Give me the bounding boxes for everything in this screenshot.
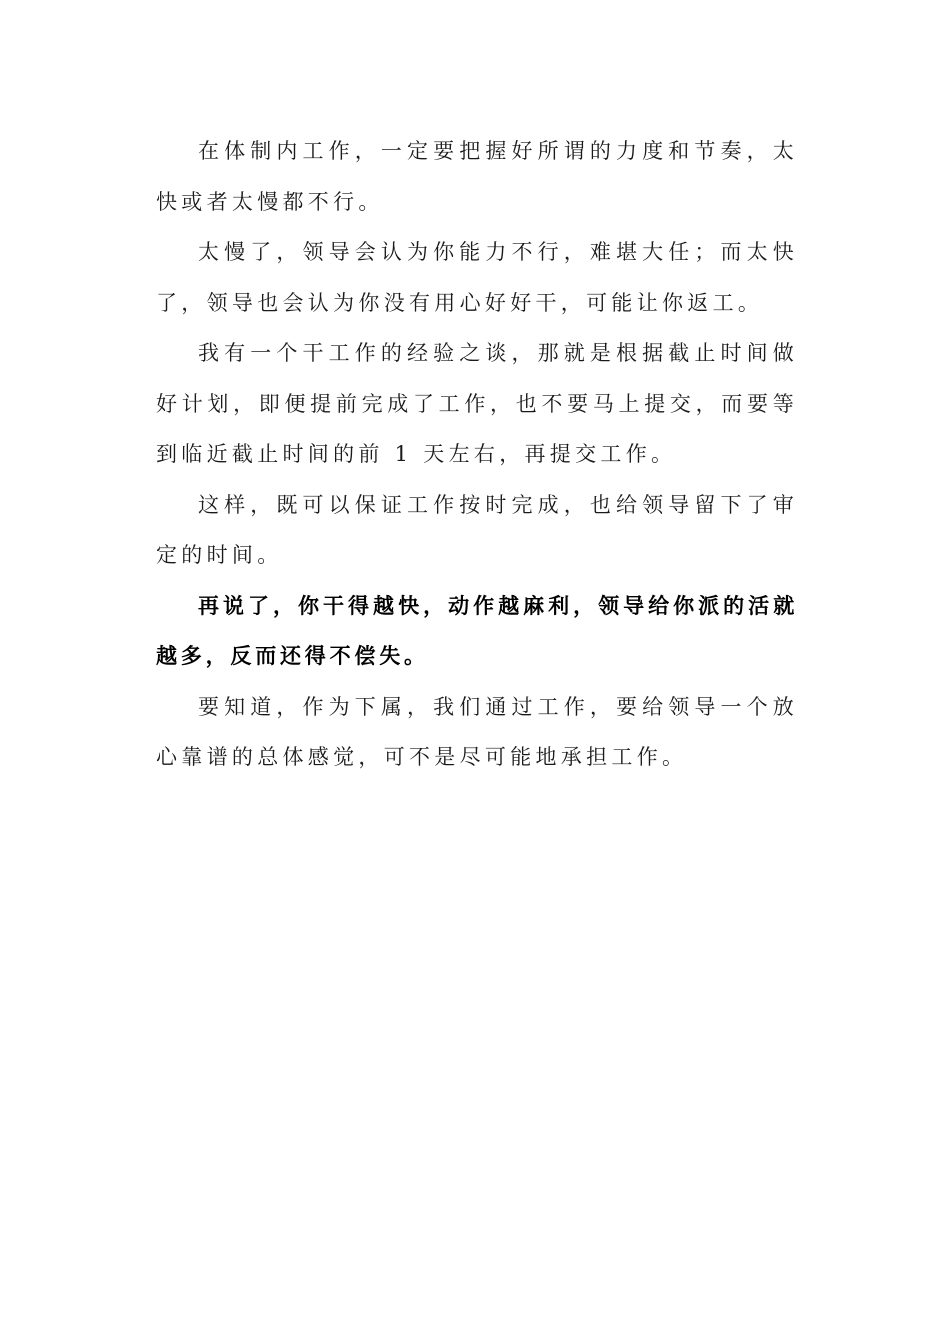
paragraph-2: 太慢了，领导会认为你能力不行，难堪大任；而太快了，领导也会认为你没有用心好好干，可能让你返工。 <box>156 240 798 315</box>
paragraph-5-bold: 再说了，你干得越快，动作越麻利，领导给你派的活就越多，反而还得不偿失。 <box>156 592 798 668</box>
paragraph-3: 我有一个干工作的经验之谈，那就是根据截止时间做好计划，即便提前完成了工作，也不要马上提交，而要等到临近截止时间的前 1 天左右，再提交工作。 <box>156 341 798 466</box>
document-body <box>156 126 798 783</box>
paragraph-6: 要知道，作为下属，我们通过工作，要给领导一个放心靠谱的总体感觉，可不是尽可能地承担工作。 <box>156 694 798 769</box>
paragraph-1: 在体制内工作，一定要把握好所谓的力度和节奏，太快或者太慢都不行。 <box>156 139 798 214</box>
paragraph-4: 这样，既可以保证工作按时完成，也给领导留下了审定的时间。 <box>156 492 798 567</box>
